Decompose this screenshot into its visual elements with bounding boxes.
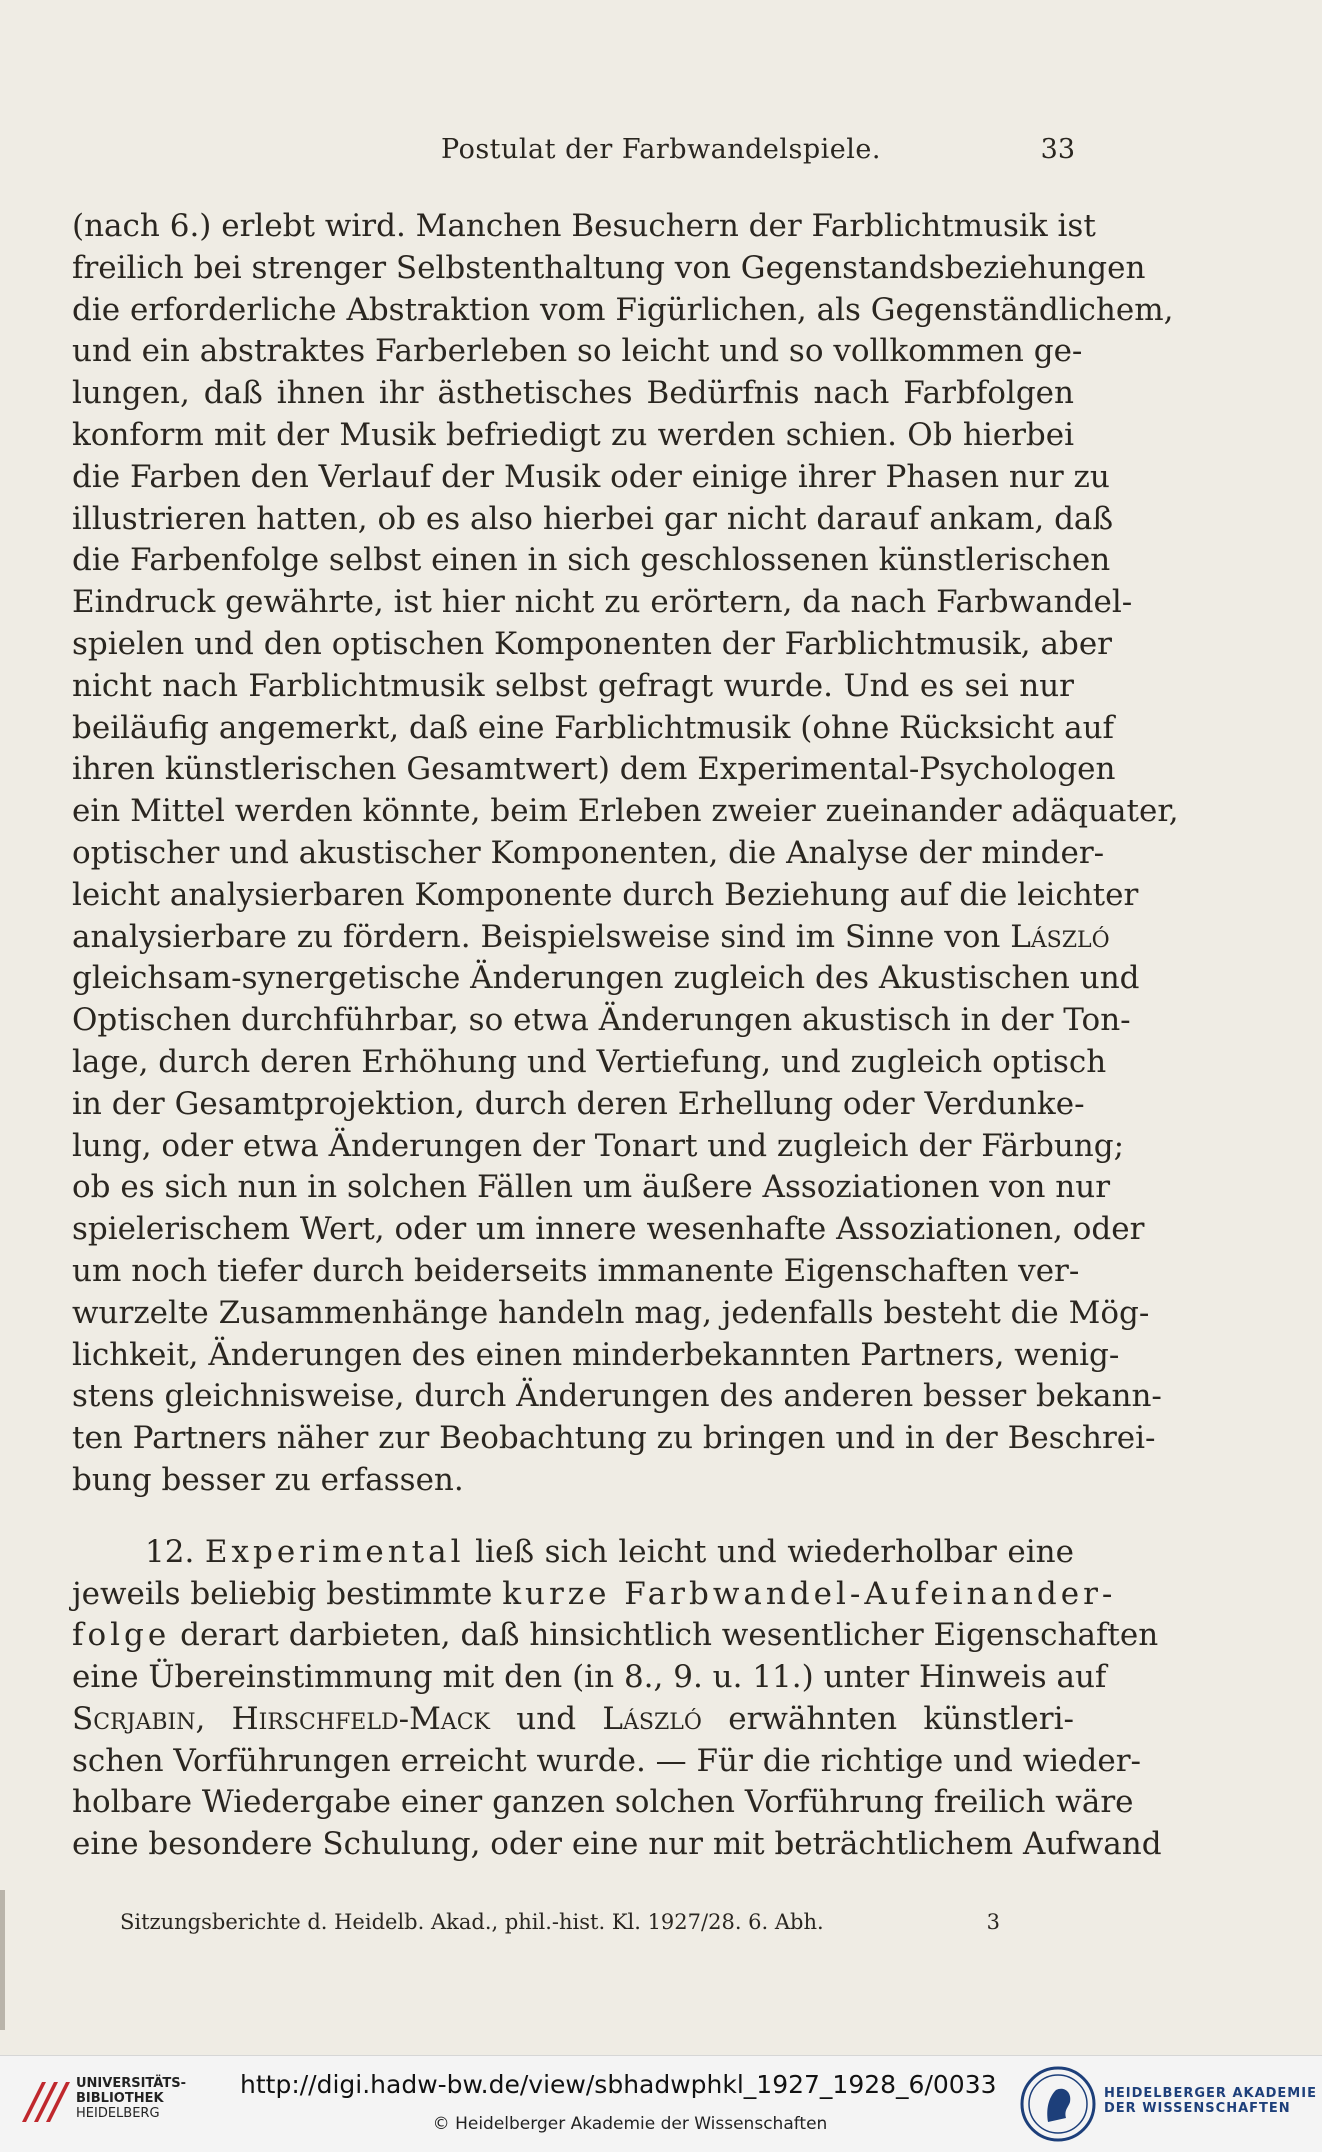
text-line: leicht analysierbaren Komponente durch Beziehung auf die leichter xyxy=(72,876,1139,913)
text-line: eine Übereinstimmung mit den (in 8., 9. u. 11.) unter Hinweis auf xyxy=(72,1659,1107,1696)
text-line xyxy=(72,917,1110,959)
text-line: freilich bei strenger Selbstenthaltung von Gegenstandsbeziehungen xyxy=(72,249,1146,286)
copyright-notice: © Heidelberger Akademie der Wissenschaften xyxy=(432,2114,828,2134)
text-line: lage, durch deren Erhöhung und Vertiefung, und zugleich optisch xyxy=(72,1043,1107,1080)
text-line: gleichsam-synergetische Änderungen zugleich des Akustischen und xyxy=(72,960,1140,997)
text-line: lichkeit, Änderungen des einen minderbekannten Partners, wenig- xyxy=(72,1336,1120,1373)
text-line xyxy=(72,1532,1074,1574)
text-line xyxy=(72,1615,1159,1657)
text-line: konform mit der Musik befriedigt zu werden schien. Ob hierbei xyxy=(72,416,1074,453)
text-line: Optischen durchführbar, so etwa Änderungen akustisch in der Ton- xyxy=(72,1002,1131,1039)
author-name: László xyxy=(1010,918,1110,955)
emphasis-spaced: folge xyxy=(72,1617,171,1654)
author-name: László xyxy=(602,1700,702,1737)
library-line: BIBLIOTHEK xyxy=(76,2091,164,2106)
text-line: und ein abstraktes Farberleben so leicht und so vollkommen ge- xyxy=(72,333,1083,370)
text-line xyxy=(72,1574,1117,1616)
text-line: ten Partners näher zur Beobachtung zu bringen und in der Beschrei- xyxy=(72,1420,1156,1457)
text-line: beiläufig angemerkt, daß eine Farblichtmusik (ohne Rücksicht auf xyxy=(72,709,1115,746)
library-line: UNIVERSITÄTS- xyxy=(76,2076,186,2091)
signature-footer xyxy=(120,1904,1000,1940)
running-head xyxy=(0,128,1322,172)
library-line: HEIDELBERG xyxy=(76,2106,160,2121)
text-line: die Farben den Verlauf der Musik oder einige ihrer Phasen nur zu xyxy=(72,458,1110,495)
university-library-logo-icon[interactable] xyxy=(12,2072,72,2132)
text-line: optischer und akustischer Komponenten, die Analyse der minder- xyxy=(72,834,1105,871)
text-line: um noch tiefer durch beiderseits immanente Eigenschaften ver- xyxy=(72,1252,1080,1289)
text-fragment: jeweils beliebig bestimmte xyxy=(72,1575,493,1612)
text-line xyxy=(72,1699,1074,1741)
text-fragment: und xyxy=(516,1700,577,1737)
sheet-number: 3 xyxy=(986,1910,1000,1934)
text-line: holbare Wiedergabe einer ganzen solchen Vorführung freilich wäre xyxy=(72,1784,1134,1821)
section-number: 12. xyxy=(145,1533,195,1570)
emphasis-spaced: kurze Farbwandel-Aufeinander- xyxy=(502,1575,1117,1612)
text-line: Eindruck gewährte, ist hier nicht zu erörtern, da nach Farbwandel- xyxy=(72,584,1133,621)
text-line: in der Gesamtprojektion, durch deren Erhellung oder Verdunke- xyxy=(72,1085,1085,1122)
text-line: lungen, daß ihnen ihr ästhetisches Bedürfnis nach Farbfolgen xyxy=(72,375,1074,412)
running-title: Postulat der Farbwandelspiele. xyxy=(441,134,881,165)
text-line: spielerischem Wert, oder um innere wesenhafte Assoziationen, oder xyxy=(72,1211,1145,1248)
scan-margin-line xyxy=(0,1890,5,2030)
text-line: illustrieren hatten, ob es also hierbei gar nicht darauf ankam, daß xyxy=(72,500,1114,537)
body-text xyxy=(72,206,1179,1866)
academy-line: DER WISSENSCHAFTEN xyxy=(1104,2101,1291,2116)
paragraph-gap xyxy=(72,1502,1074,1532)
text-line: schen Vorführungen erreicht wurde. — Für die richtige und wieder- xyxy=(72,1742,1142,1779)
academy-line: HEIDELBERGER AKADEMIE xyxy=(1104,2086,1317,2101)
text-line: eine besondere Schulung, oder eine nur mit beträchtlichem Aufwand xyxy=(72,1826,1162,1863)
text-line: ein Mittel werden könnte, beim Erleben zweier zueinander adäquater, xyxy=(72,793,1179,830)
author-name: Hirschfeld-Mack xyxy=(231,1700,490,1737)
text-line: (nach 6.) erlebt wird. Manchen Besuchern der Farblichtmusik ist xyxy=(72,208,1096,244)
author-name: Scrjabin, xyxy=(72,1700,206,1737)
text-line: ob es sich nun in solchen Fällen um äußere Assoziationen von nur xyxy=(72,1169,1111,1206)
text-line: nicht nach Farblichtmusik selbst gefragt wurde. Und es sei nur xyxy=(72,667,1074,704)
text-line: ihren künstlerischen Gesamtwert) dem Experimental-Psychologen xyxy=(72,751,1116,788)
university-library-name xyxy=(76,2076,186,2121)
viewer-bottom-bar xyxy=(0,2055,1322,2152)
academy-name xyxy=(1104,2086,1317,2116)
text-line: spielen und den optischen Komponenten der Farblichtmusik, aber xyxy=(72,625,1112,662)
text-line: die Farbenfolge selbst einen in sich geschlossenen künstlerischen xyxy=(72,542,1111,579)
text-line: wurzelte Zusammenhänge handeln mag, jedenfalls besteht die Mög- xyxy=(72,1294,1150,1331)
emphasis-spaced: Experimental xyxy=(204,1533,465,1570)
signature-text: Sitzungsberichte d. Heidelb. Akad., phil.-hist. Kl. 1927/28. 6. Abh. xyxy=(120,1910,824,1934)
text-line: stens gleichnisweise, durch Änderungen des anderen besser bekann- xyxy=(72,1378,1162,1415)
academy-seal-icon[interactable] xyxy=(1018,2064,1098,2144)
text-fragment: analysierbare zu fördern. Beispielsweise sind im Sinne von xyxy=(72,918,1001,955)
text-line: die erforderliche Abstraktion vom Figürlichen, als Gegenständlichem, xyxy=(72,291,1174,328)
permalink-url[interactable]: http://digi.hadw-bw.de/view/sbhadwphkl_1927_1928_6/0033 xyxy=(240,2070,997,2099)
text-fragment: ließ sich leicht und wiederholbar eine xyxy=(475,1533,1074,1570)
text-line: lung, oder etwa Änderungen der Tonart und zugleich der Färbung; xyxy=(72,1127,1125,1164)
page-number: 33 xyxy=(1040,134,1075,165)
text-fragment: derart darbieten, daß hinsichtlich wesentlicher Eigenschaften xyxy=(180,1617,1159,1654)
text-fragment: erwähnten künstleri- xyxy=(728,1700,1074,1737)
text-line: bung besser zu erfassen. xyxy=(72,1461,464,1498)
